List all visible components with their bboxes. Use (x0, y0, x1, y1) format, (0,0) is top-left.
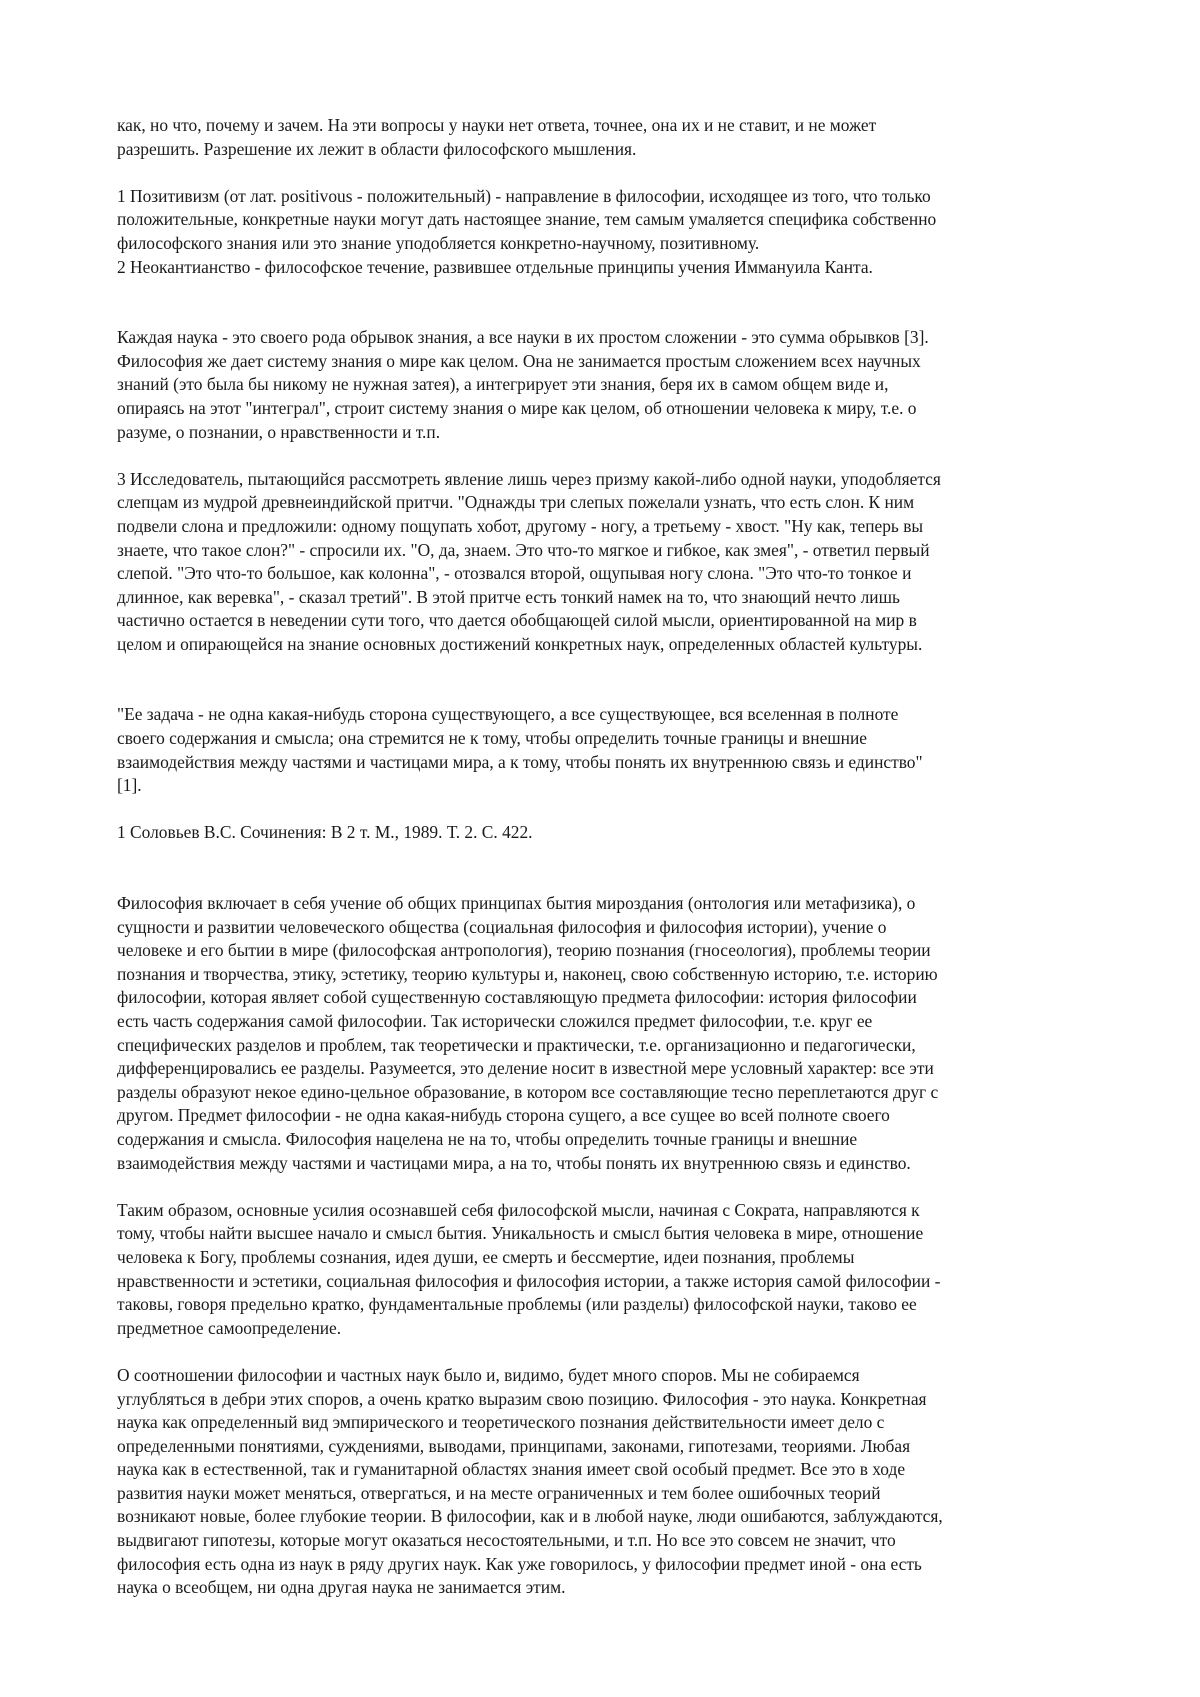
paragraph-philosophy-and-sciences: О соотношении философии и частных наук было и, видимо, будет много споров. Мы не собираемся углубляться в дебри этих споров, а очень кратко выразим свою позицию. Философия - это наука. Конкретная наука как определенный вид эмпирического и теоретического познания действительности имеет дело с определенными понятиями, суждениями, выводами, принципами, законами, гипотезами, теориями. Любая наука как в естественной, так и гуманитарной областях знания имеет свой особый предмет. Все это в ходе развития науки может меняться, отвергаться, и на месте ограниченных и тем более ошибочных теорий возникают новые, более глубокие теории. В философии, как и в любой науке, люди ошибаются, заблуждаются, выдвигают гипотезы, которые могут оказаться несостоятельными, и т.п. Но все это совсем не значит, что философия есть одна из наук в ряду других наук. Как уже говорилось, у философии предмет иной - она есть наука о всеобщем, ни одна другая наука не занимается этим. (117, 1364, 943, 1598)
paragraph-gap (117, 1175, 1091, 1199)
paragraph-gap (117, 444, 1091, 468)
paragraph-gap (117, 798, 1091, 822)
paragraph-philosophy-sections: Философия включает в себя учение об общих принципах бытия мироздания (онтология или метафизика), о сущности и развитии человеческого общества (социальная философия и философия истории), учение о человеке и его бытии в мире (философская антропология), теорию познания (гносеология), проблемы теории познания и творчества, этику, эстетику, теорию культуры и, наконец, свою собственную историю, т.е. историю философии, которая являет собой существенную составляющую предмета философии: история философии есть часть содержания самой философии. Так исторически сложился предмет философии, т.е. круг ее специфических разделов и проблем, так теоретически и практически, т.е. организационно и педагогически, дифференцировались ее разделы. Разумеется, это деление носит в известной мере условный характер: все эти разделы образуют некое едино-цельное образование, в котором все составляющие тесно переплетаются друг с другом. Предмет философии - не одна какая-нибудь сторона сущего, а все сущее во всей полноте своего содержания и смысла. Философия нацелена не на то, чтобы определить точные границы и внешние взаимодействия между частями и частицами мира, а на то, чтобы понять их внутреннюю связь и единство. (117, 893, 939, 1173)
paragraph-gap (117, 161, 1091, 185)
document-page (117, 114, 1091, 1600)
paragraph-gap (117, 279, 1091, 326)
footnote-solovyov-reference: 1 Соловьев В.С. Сочинения: В 2 т. М., 1989. Т. 2. С. 422. (117, 822, 533, 843)
paragraph-science-fragments: Каждая наука - это своего рода обрывок знания, а все науки в их простом сложении - это сумма обрывков [3]. Философия же дает систему знания о мире как целом. Она не занимается простым сложением всех научных знаний (это была бы никому не нужная затея), а интегрирует эти знания, беря их в самом общем виде и, опираясь на этот "интеграл", строит систему знания о мире как целом, об отношении человека к миру, т.е. о разуме, о познании, о нравственности и т.п. (117, 327, 929, 442)
paragraph-philosophical-thought: Таким образом, основные усилия осознавшей себя философской мысли, начиная с Сократа, направляются к тому, чтобы найти высшее начало и смысл бытия. Уникальность и смысл бытия человека в мире, отношение человека к Богу, проблемы сознания, идея души, ее смерть и бессмертие, идеи познания, проблемы нравственности и эстетики, социальная философия и философия истории, а также история самой философии - таковы, говоря предельно кратко, фундаментальные проблемы (или разделы) философской науки, таково ее предметное самоопределение. (117, 1199, 941, 1338)
quote-solovyov: "Ее задача - не одна какая-нибудь сторона существующего, а все существующее, вся вселенная в полноте своего содержания и смысла; она стремится не к тому, чтобы определить точные границы и внешние взаимодействия между частями и частицами мира, а к тому, чтобы понять их внутреннюю связь и единство" [1]. (117, 704, 923, 796)
paragraph-intro-continuation: как, но что, почему и зачем. На эти вопросы у науки нет ответа, точнее, она их и не ставит, и не может разрешить. Разрешение их лежит в области философского мышления. (117, 115, 877, 159)
footnote-elephant-parable: 3 Исследователь, пытающийся рассмотреть явление лишь через призму какой-либо одной науки, уподобляется слепцам из мудрой древнеиндийской притчи. "Однажды три слепых пожелали узнать, что есть слон. К ним подвели слона и предложили: одному пощупать хобот, другому - ногу, а третьему - хвост. "Ну как, теперь вы знаете, что такое слон?" - спросили их. "О, да, знаем. Это что-то мягкое и гибкое, как змея", - ответил первый слепой. "Это что-то большое, как колонна", - отозвался второй, ощупывая ногу слона. "Это что-то тонкое и длинное, как веревка", - сказал третий". В этой притче есть тонкий намек на то, что знающий нечто лишь частично остается в неведении сути того, что дается обобщающей силой мысли, ориентированной на мир в целом и опирающейся на знание основных достижений конкретных наук, определенных областей культуры. (117, 468, 941, 654)
paragraph-gap (117, 845, 1091, 892)
footnote-positivism-neokantianism: 1 Позитивизм (от лат. positivous - положительный) - направление в философии, исходящее из того, что только положительные, конкретные науки могут дать настоящее знание, тем самым умаляется специфика собственно философского знания или это знание уподобляется конкретно-научному, позитивному. 2 Неокантианство - философское течение, развившее отдельные принципы учения Иммануила Канта. (117, 185, 937, 277)
paragraph-gap (117, 1340, 1091, 1364)
paragraph-gap (117, 656, 1091, 703)
